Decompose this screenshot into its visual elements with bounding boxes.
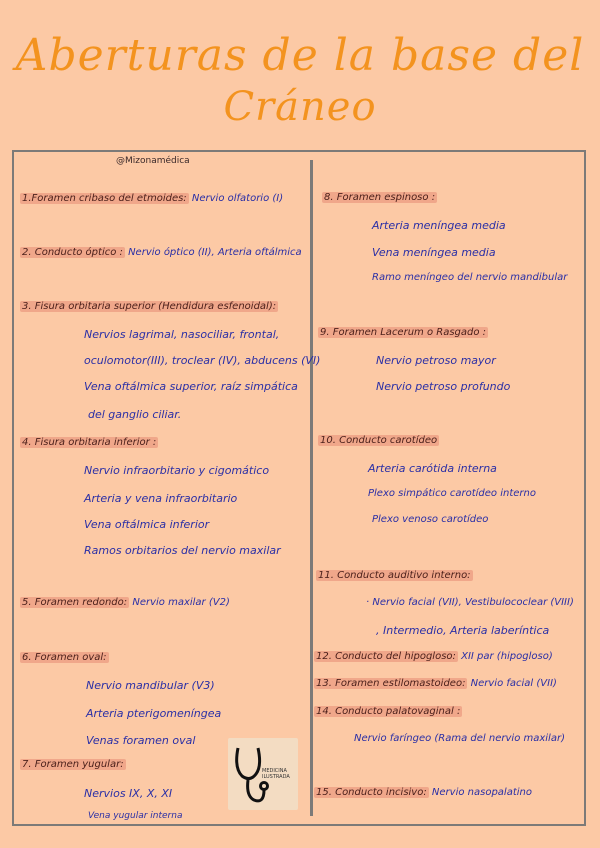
right-item: Nervio petroso profundo [376,380,511,393]
right-item: Arteria carótida interna [368,462,497,475]
right-head-11: 11. Conducto auditivo interno: [318,570,471,581]
right-item: Plexo simpático carotídeo interno [368,488,536,499]
left-item: Nervio mandibular (V3) [86,679,215,692]
right-item: Nervio petroso mayor [376,354,496,367]
right-item: · Nervio facial (VII), Vestibulococlear (VIII) [366,597,574,608]
right-head-12: 12. Conducto del hipogloso: [316,651,456,662]
logo-text: MEDICINA ILUSTRADA [262,768,290,780]
right-line-11 [316,570,473,581]
right-head-13: 13. Foramen estilomastoideo: [316,678,466,689]
left-item: Arteria y vena infraorbitario [84,492,238,505]
right-line-14 [314,706,462,717]
right-item: Vena meníngea media [372,246,496,259]
right-head-9: 9. Foramen Lacerum o Rasgado : [320,327,487,338]
left-line-7 [20,759,126,770]
right-item: Ramo meníngeo del nervio mandibular [372,272,568,283]
right-line-15: 15. Conducto incisivo: Nervio nasopalatino [316,787,532,798]
left-item: Nervio infraorbitario y cigomático [84,464,270,477]
column-divider [310,160,313,816]
right-line-8 [322,192,437,203]
left-item: Nervios lagrimal, nasociliar, frontal, [84,328,280,341]
left-line-5: 5. Foramen redondo: Nervio maxilar (V2) [22,597,230,608]
right-head-14: 14. Conducto palatovaginal : [316,706,461,717]
page-title-line2: Cráneo [223,84,377,130]
left-head-7: 7. Foramen yugular: [22,759,124,770]
right-head-10: 10. Conducto carotídeo [320,435,438,446]
right-line-13: 13. Foramen estilomastoideo: Nervio facial (VII) [316,678,557,689]
left-item: Venas foramen oval [86,734,196,747]
left-head-6: 6. Foramen oval: [22,652,107,663]
right-head-8: 8. Foramen espinoso : [324,192,436,203]
left-head-5: 5. Foramen redondo: [22,597,128,608]
left-item: Vena oftálmica superior, raíz simpática [84,380,298,393]
left-item: del ganglio ciliar. [88,408,182,421]
left-item: Vena oftálmica inferior [84,518,210,531]
left-line-1: 1.Foramen cribaso del etmoides: Nervio olfatorio (I) [22,193,284,204]
left-head-3: 3. Fisura orbitaria superior (Hendidura esfenoidal): [22,301,277,312]
right-head-15: 15. Conducto incisivo: [316,787,427,798]
left-head-1: 1.Foramen cribaso del etmoides: [22,193,187,204]
page-title-line1: Aberturas de la base del [15,30,585,81]
left-item: Vena yugular interna [88,811,183,821]
left-line-4 [20,437,158,448]
left-item: Ramos orbitarios del nervio maxilar [84,544,281,557]
right-line-9 [318,327,488,338]
stethoscope-logo [228,738,298,810]
watermark: @Mizonamédica [116,156,190,166]
right-item: , Intermedio, Arteria laberíntica [376,624,550,637]
left-line-6 [20,652,109,663]
left-head-2: 2. Conducto óptico : [22,247,123,258]
left-item: Nervios IX, X, XI [84,787,173,800]
right-item: Nervio faríngeo (Rama del nervio maxilar) [354,733,565,744]
left-item: oculomotor(III), troclear (IV), abducens (VI) [84,354,321,367]
right-line-12: 12. Conducto del hipogloso: XII par (hipogloso) [316,651,553,662]
right-item: Arteria meníngea media [372,219,506,232]
left-head-4: 4. Fisura orbitaria inferior : [22,437,157,448]
left-item: Arteria pterigomeníngea [86,707,222,720]
right-item: Plexo venoso carotídeo [372,514,489,525]
left-line-3 [20,301,278,312]
left-line-2: 2. Conducto óptico : Nervio óptico (II), Arteria oftálmica [22,247,302,258]
right-line-10 [318,435,439,446]
